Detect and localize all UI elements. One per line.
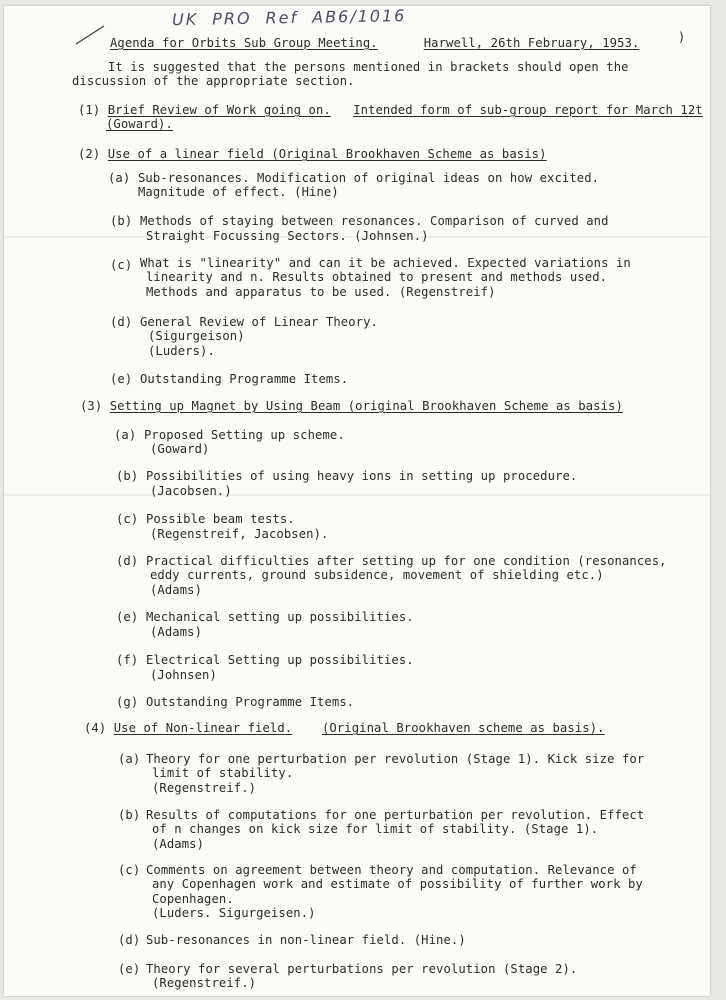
section-title: Use of Non-linear field.	[113, 721, 293, 735]
item-3d-label: (d)	[116, 554, 139, 568]
item-3d-line-2: eddy currents, ground subsidence, movement of shielding etc.)	[150, 568, 604, 582]
item-2b-line-2: Straight Focussing Sectors. (Johnsen.)	[146, 229, 429, 243]
item-2c-label: (c)	[110, 258, 133, 272]
item-4b-line-2: of n changes on kick size for limit of stability. (Stage 1).	[152, 822, 599, 836]
item-2b-line-1: Methods of staying between resonances. Comparison of curved and	[140, 214, 609, 228]
item-2d-line-3: (Luders).	[148, 344, 215, 358]
item-2a-label: (a)	[108, 171, 131, 185]
page-title	[110, 36, 639, 50]
ref-label: Ref	[265, 7, 299, 28]
item-3g-label: (g)	[116, 695, 139, 709]
item-3d-line-1: Practical difficulties after setting up for one condition (resonances,	[146, 554, 667, 568]
item-2d-line-2: (Sigurgeison)	[148, 329, 245, 343]
item-3e-line-1: Mechanical setting up possibilities.	[146, 610, 414, 624]
item-3f-line-2: (Johnsen)	[150, 668, 217, 682]
intro-line-1: It is suggested that the persons mentioned in brackets should open the	[108, 60, 629, 74]
item-3b-line-1: Possibilities of using heavy ions in setting up procedure.	[146, 469, 578, 483]
item-4b-line-3: (Adams)	[152, 837, 205, 851]
item-3e-label: (e)	[116, 610, 139, 624]
item-3c-line-1: Possible beam tests.	[146, 512, 295, 526]
section-title: Brief Review of Work going on.	[107, 103, 331, 117]
agenda-title: Agenda for Orbits Sub Group Meeting.	[110, 36, 378, 50]
item-3a-line-2: (Goward)	[150, 442, 210, 456]
edge-mark: )	[678, 30, 686, 44]
section-number: (1)	[78, 103, 101, 117]
item-4c-line-3: Copenhagen.	[152, 892, 234, 906]
pen-stroke-mark	[74, 22, 108, 48]
item-3g-line-1: Outstanding Programme Items.	[146, 695, 355, 709]
item-2a-line-2: Magnitude of effect. (Hine)	[138, 185, 339, 199]
section-number: (3)	[80, 399, 103, 413]
section-1-heading	[78, 103, 703, 117]
item-3f-label: (f)	[116, 653, 139, 667]
intro-line-2: discussion of the appropriate section.	[72, 74, 355, 88]
item-4a-line-1: Theory for one perturbation per revolution (Stage 1). Kick size for	[146, 752, 645, 766]
item-3b-line-2: (Jacobsen.)	[150, 484, 232, 498]
ref-org: PRO	[212, 8, 252, 29]
item-2e-label: (e)	[110, 372, 133, 386]
item-2a-line-1: Sub-resonances. Modification of original ideas on how excited.	[138, 171, 600, 185]
item-4a-label: (a)	[118, 752, 141, 766]
item-4a-line-2: limit of stability.	[152, 766, 294, 780]
item-4c-line-2: any Copenhagen work and estimate of possibility of further work by	[152, 877, 643, 891]
item-3d-line-3: (Adams)	[150, 583, 203, 597]
section-1-presenter: (Goward).	[106, 117, 173, 131]
item-3c-line-2: (Regenstreif, Jacobsen).	[150, 527, 329, 541]
item-4d-line-1: Sub-resonances in non-linear field. (Hine.)	[146, 933, 466, 947]
item-3b-label: (b)	[116, 469, 139, 483]
item-2d-label: (d)	[110, 315, 133, 329]
ref-code: AB6/1016	[311, 6, 407, 27]
item-2e-line-1: Outstanding Programme Items.	[140, 372, 349, 386]
item-3f-line-1: Electrical Setting up possibilities.	[146, 653, 414, 667]
section-number: (2)	[78, 147, 101, 161]
page-fold	[4, 494, 710, 496]
section-title-continued: (Original Brookhaven scheme as basis).	[322, 721, 605, 735]
item-4c-line-1: Comments on agreement between theory and computation. Relevance of	[146, 863, 637, 877]
item-3c-label: (c)	[116, 512, 139, 526]
item-2c-line-1: What is "linearity" and can it be achieved. Expected variations in	[140, 256, 631, 270]
item-4c-label: (c)	[118, 863, 141, 877]
section-4-heading	[84, 721, 605, 735]
item-2c-line-2: linearity and n. Results obtained to present and methods used.	[146, 270, 608, 284]
item-4d-label: (d)	[118, 933, 141, 947]
item-3e-line-2: (Adams)	[150, 625, 203, 639]
section-number: (4)	[84, 721, 107, 735]
item-4c-line-4: (Luders. Sigurgeisen.)	[152, 906, 316, 920]
item-4b-line-1: Results of computations for one perturbation per revolution. Effect	[146, 808, 645, 822]
section-title: Use of a linear field (Original Brookhaven Scheme as basis)	[107, 147, 547, 161]
ref-prefix: UK	[171, 9, 199, 30]
item-3a-line-1: Proposed Setting up scheme.	[144, 428, 345, 442]
item-2d-line-1: General Review of Linear Theory.	[140, 315, 378, 329]
place-and-date: Harwell, 26th February, 1953.	[423, 36, 640, 50]
section-title: Setting up Magnet by Using Beam (original Brookhaven Scheme as basis)	[109, 399, 623, 413]
item-2c-line-3: Methods and apparatus to be used. (Regenstreif)	[146, 285, 496, 299]
item-4a-line-3: (Regenstreif.)	[152, 781, 257, 795]
item-3a-label: (a)	[114, 428, 137, 442]
item-4e-label: (e)	[118, 962, 141, 976]
section-title-continued: Intended form of sub-group report for March 12t	[353, 103, 703, 117]
item-2b-label: (b)	[110, 214, 133, 228]
section-2-heading	[78, 147, 547, 161]
section-3-heading	[80, 399, 623, 413]
item-4e-line-1: Theory for several perturbations per revolution (Stage 2).	[146, 962, 578, 976]
item-4e-line-2: (Regenstreif.)	[152, 976, 257, 990]
item-4b-label: (b)	[118, 808, 141, 822]
